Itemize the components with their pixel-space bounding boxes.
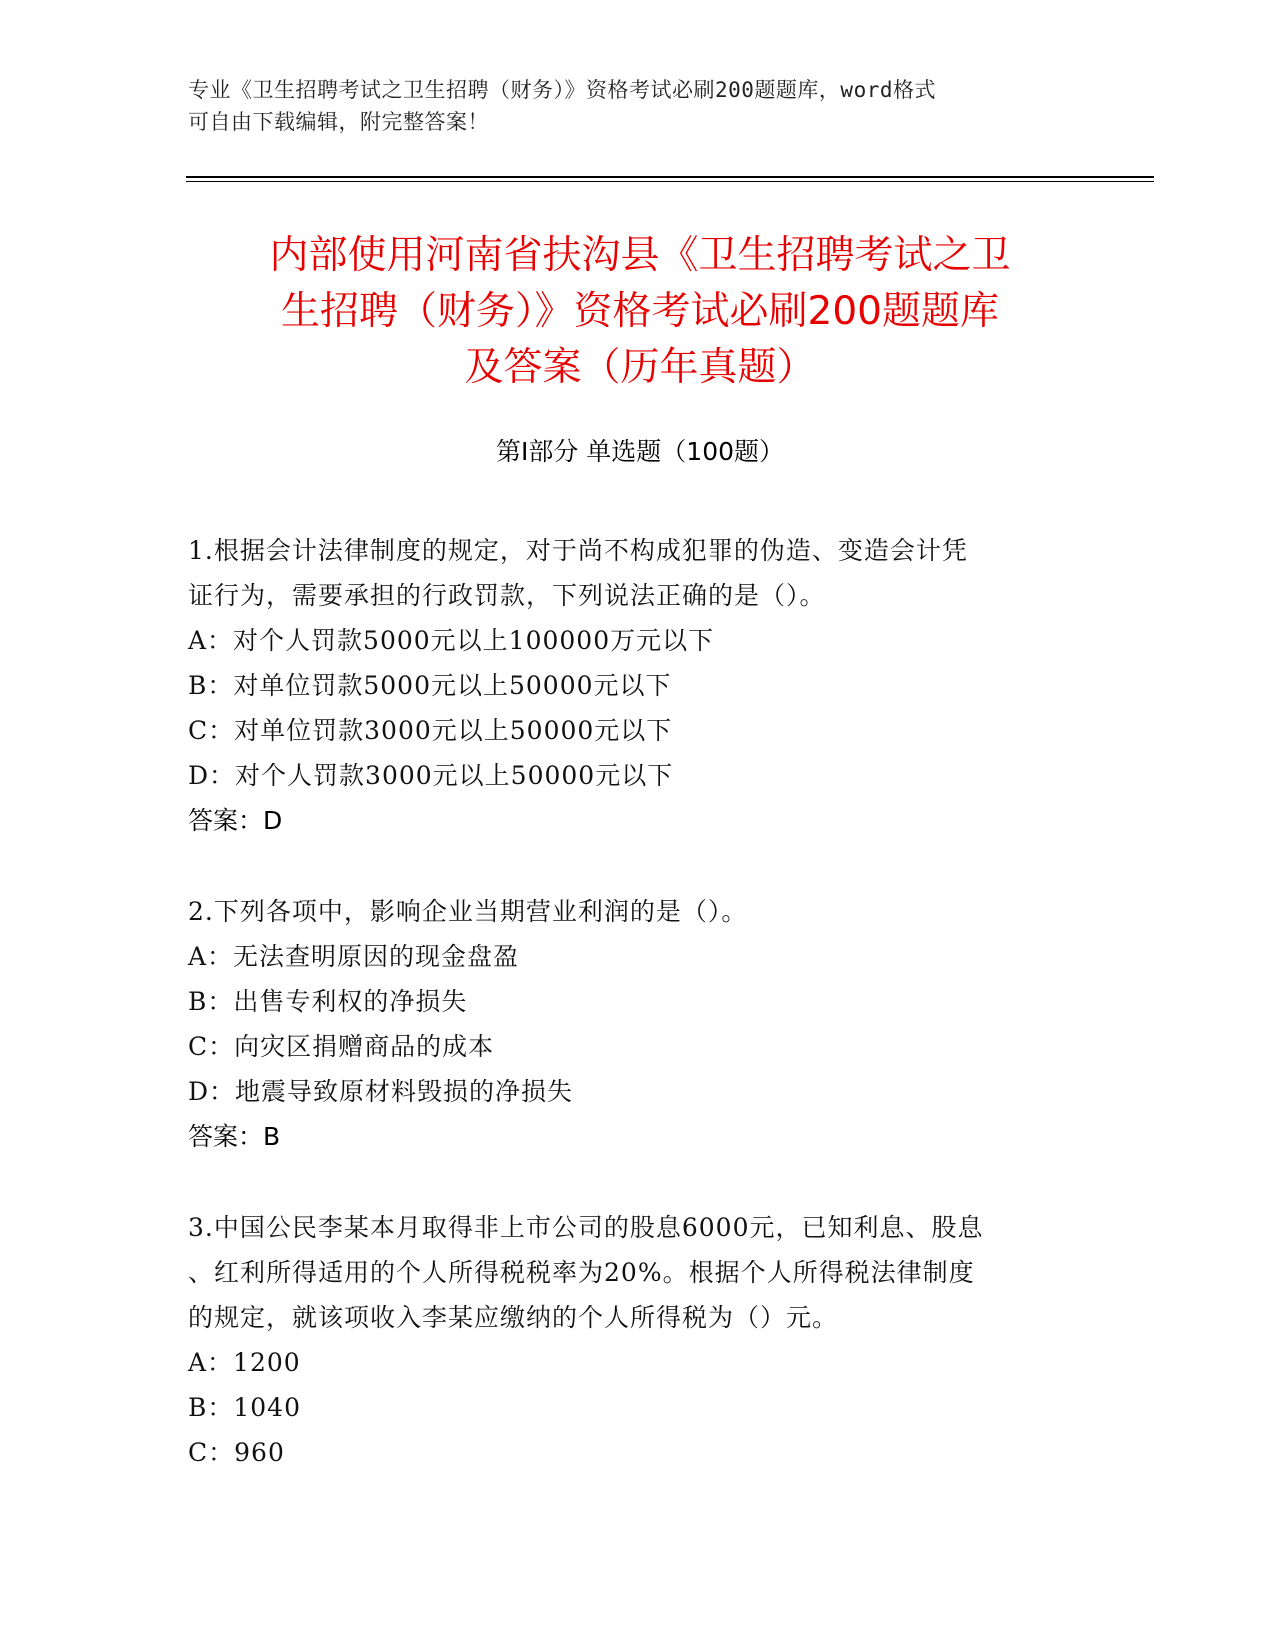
header-divider-thin (186, 181, 1154, 182)
option-b: B：对单位罚款5000元以上50000元以下 (188, 671, 672, 700)
question-text: 、红利所得适用的个人所得税税率为20%。根据个人所得税法律制度 (188, 1258, 975, 1287)
header-note-line: 专业《卫生招聘考试之卫生招聘（财务）》资格考试必刷200题题库，word格式 (188, 78, 936, 102)
question-text: 的规定，就该项收入李某应缴纳的个人所得税为（）元。 (188, 1303, 839, 1332)
option-d: D：地震导致原材料毁损的净损失 (188, 1077, 574, 1106)
question-text: 3.中国公民李某本月取得非上市公司的股息6000元，已知利息、股息 (188, 1213, 984, 1242)
document-title (190, 228, 1090, 396)
option-c: C：向灾区捐赠商品的成本 (188, 1032, 495, 1061)
document-title-line: 及答案（历年真题） (464, 345, 816, 390)
question-list (188, 528, 1088, 1521)
header-note-line: 可自由下载编辑，附完整答案！ (188, 110, 489, 134)
option-d: D：对个人罚款3000元以上50000元以下 (188, 761, 674, 790)
option-a: A：对个人罚款5000元以上100000万元以下 (188, 626, 715, 655)
answer: 答案：B (188, 1122, 281, 1151)
header-divider-thick (186, 176, 1154, 178)
option-a: A：无法查明原因的现金盘盈 (188, 942, 520, 971)
section-title: 第Ⅰ部分 单选题（100题） (495, 437, 785, 466)
answer: 答案：D (188, 806, 283, 835)
question-text: 2.下列各项中，影响企业当期营业利润的是（）。 (188, 897, 748, 926)
document-title-line: 生招聘（财务）》资格考试必刷200题题库 (281, 289, 999, 334)
question-text: 1.根据会计法律制度的规定，对于尚不构成犯罪的伪造、变造会计凭 (188, 536, 968, 565)
option-c: C：对单位罚款3000元以上50000元以下 (188, 716, 673, 745)
option-c: C：960 (188, 1438, 285, 1467)
question-3 (188, 1205, 1088, 1475)
option-a: A：1200 (188, 1348, 301, 1377)
option-b: B：出售专利权的净损失 (188, 987, 468, 1016)
question-text: 证行为，需要承担的行政罚款，下列说法正确的是（）。 (188, 581, 826, 610)
header-note (188, 74, 1068, 138)
option-b: B：1040 (188, 1393, 301, 1422)
document-title-line: 内部使用河南省扶沟县《卫生招聘考试之卫 (269, 233, 1011, 278)
question-1 (188, 528, 1088, 843)
question-2 (188, 889, 1088, 1159)
